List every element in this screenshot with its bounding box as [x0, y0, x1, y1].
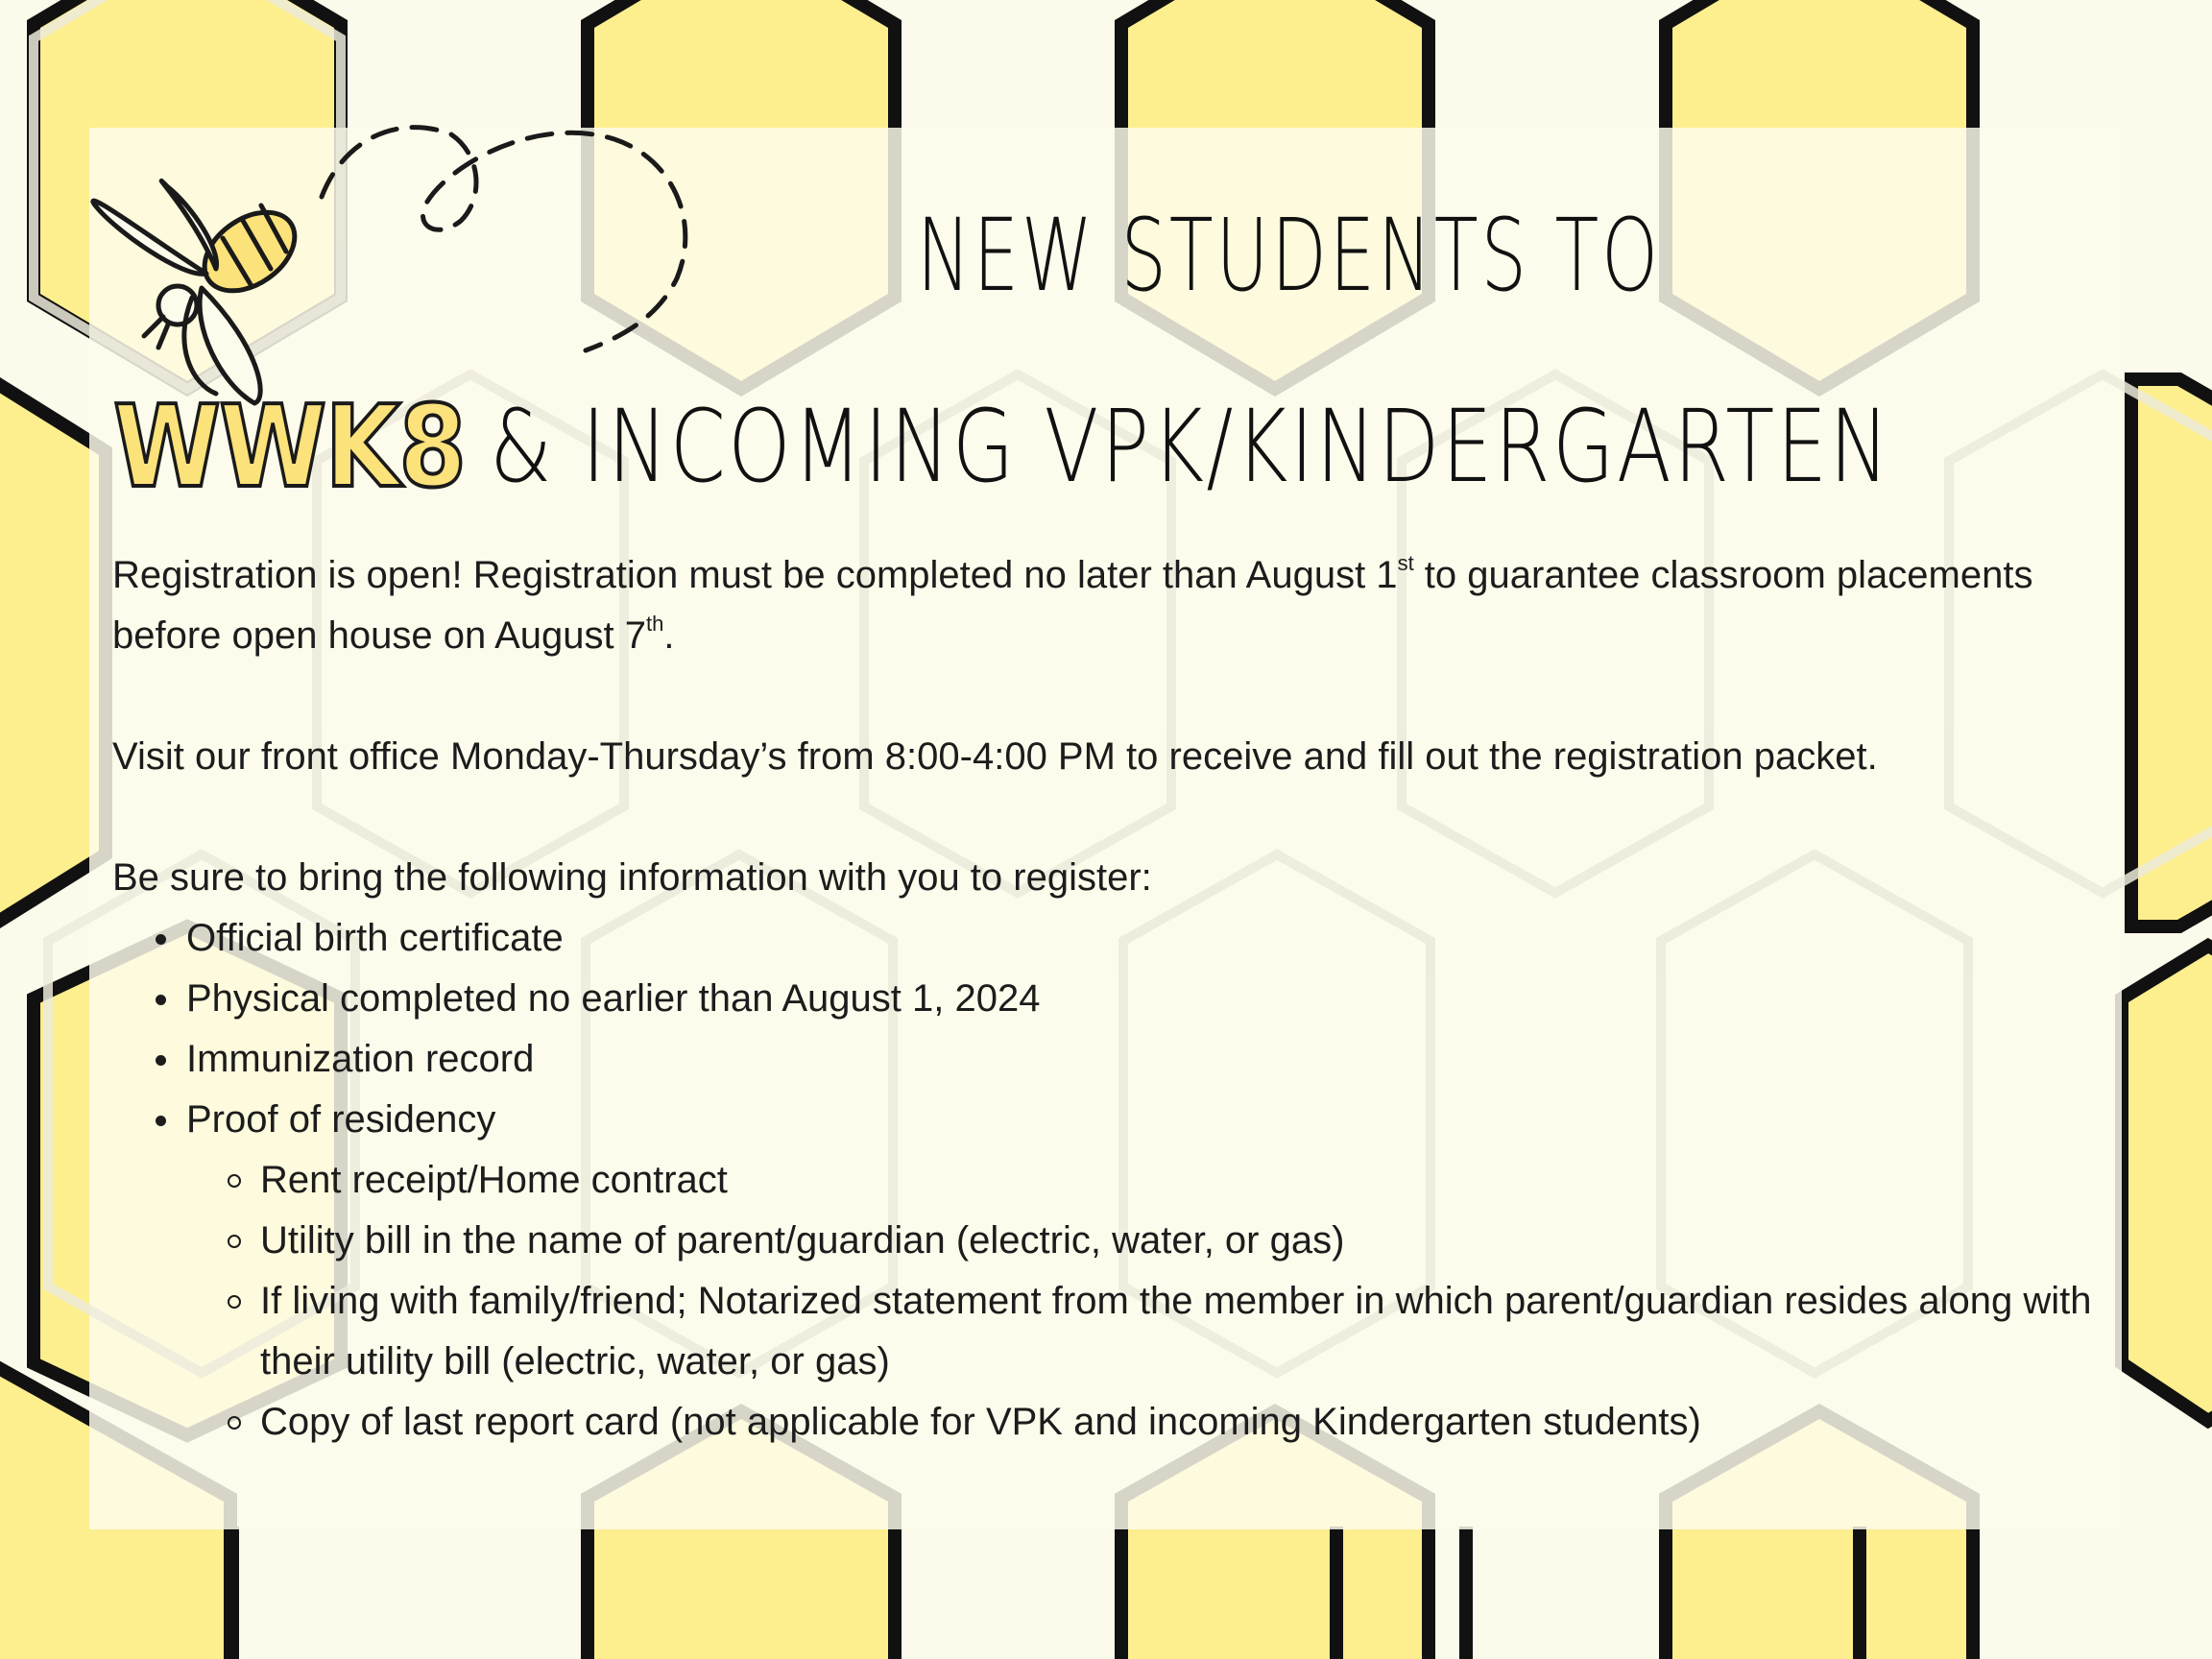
registration-text-b: to guarantee classroom placements before open house on August 7: [112, 554, 2033, 657]
sublist-item: Copy of last report card (not applicable for VPK and incoming Kindergarten students): [112, 1392, 2119, 1453]
list-item: Physical completed no earlier than August 1, 2024: [112, 969, 2119, 1029]
sublist-item: Utility bill in the name of parent/guardian (electric, water, or gas): [112, 1211, 2119, 1271]
registration-text-c: .: [663, 614, 675, 657]
ordinal-suffix: st: [1397, 550, 1414, 575]
requirements-list: [112, 908, 2119, 1453]
headline-line-2: [113, 374, 2212, 518]
headline-line-1: NEW STUDENTS TO: [916, 197, 1661, 314]
list-item: Official birth certificate: [112, 908, 2119, 969]
school-brand: WWK8: [113, 380, 466, 513]
registration-text-a: Registration is open! Registration must be completed no later than August 1: [112, 554, 1398, 596]
headline-line-2-rest: & INCOMING VPK/KINDERGARTEN: [489, 388, 1892, 505]
sublist-item: If living with family/friend; Notarized statement from the member in which parent/guardian resides along with their utility bill (electric, water, or gas): [112, 1271, 2119, 1392]
bee-icon: [93, 180, 309, 403]
list-item-label: Proof of residency: [186, 1098, 496, 1141]
ordinal-suffix: th: [646, 611, 664, 636]
bring-info-paragraph: Be sure to bring the following information with you to register:: [112, 856, 1152, 899]
dashed-flight-path: [322, 128, 685, 350]
sublist-item: Rent receipt/Home contract: [112, 1150, 2119, 1211]
list-item: [112, 1090, 2119, 1453]
residency-sublist: [112, 1150, 2119, 1453]
body-text: [112, 545, 2119, 1453]
list-item: Immunization record: [112, 1029, 2119, 1090]
office-hours-paragraph: Visit our front office Monday-Thursday’s from 8:00-4:00 PM to receive and fill out the registration packet.: [112, 735, 1878, 778]
registration-paragraph: [112, 545, 2119, 666]
